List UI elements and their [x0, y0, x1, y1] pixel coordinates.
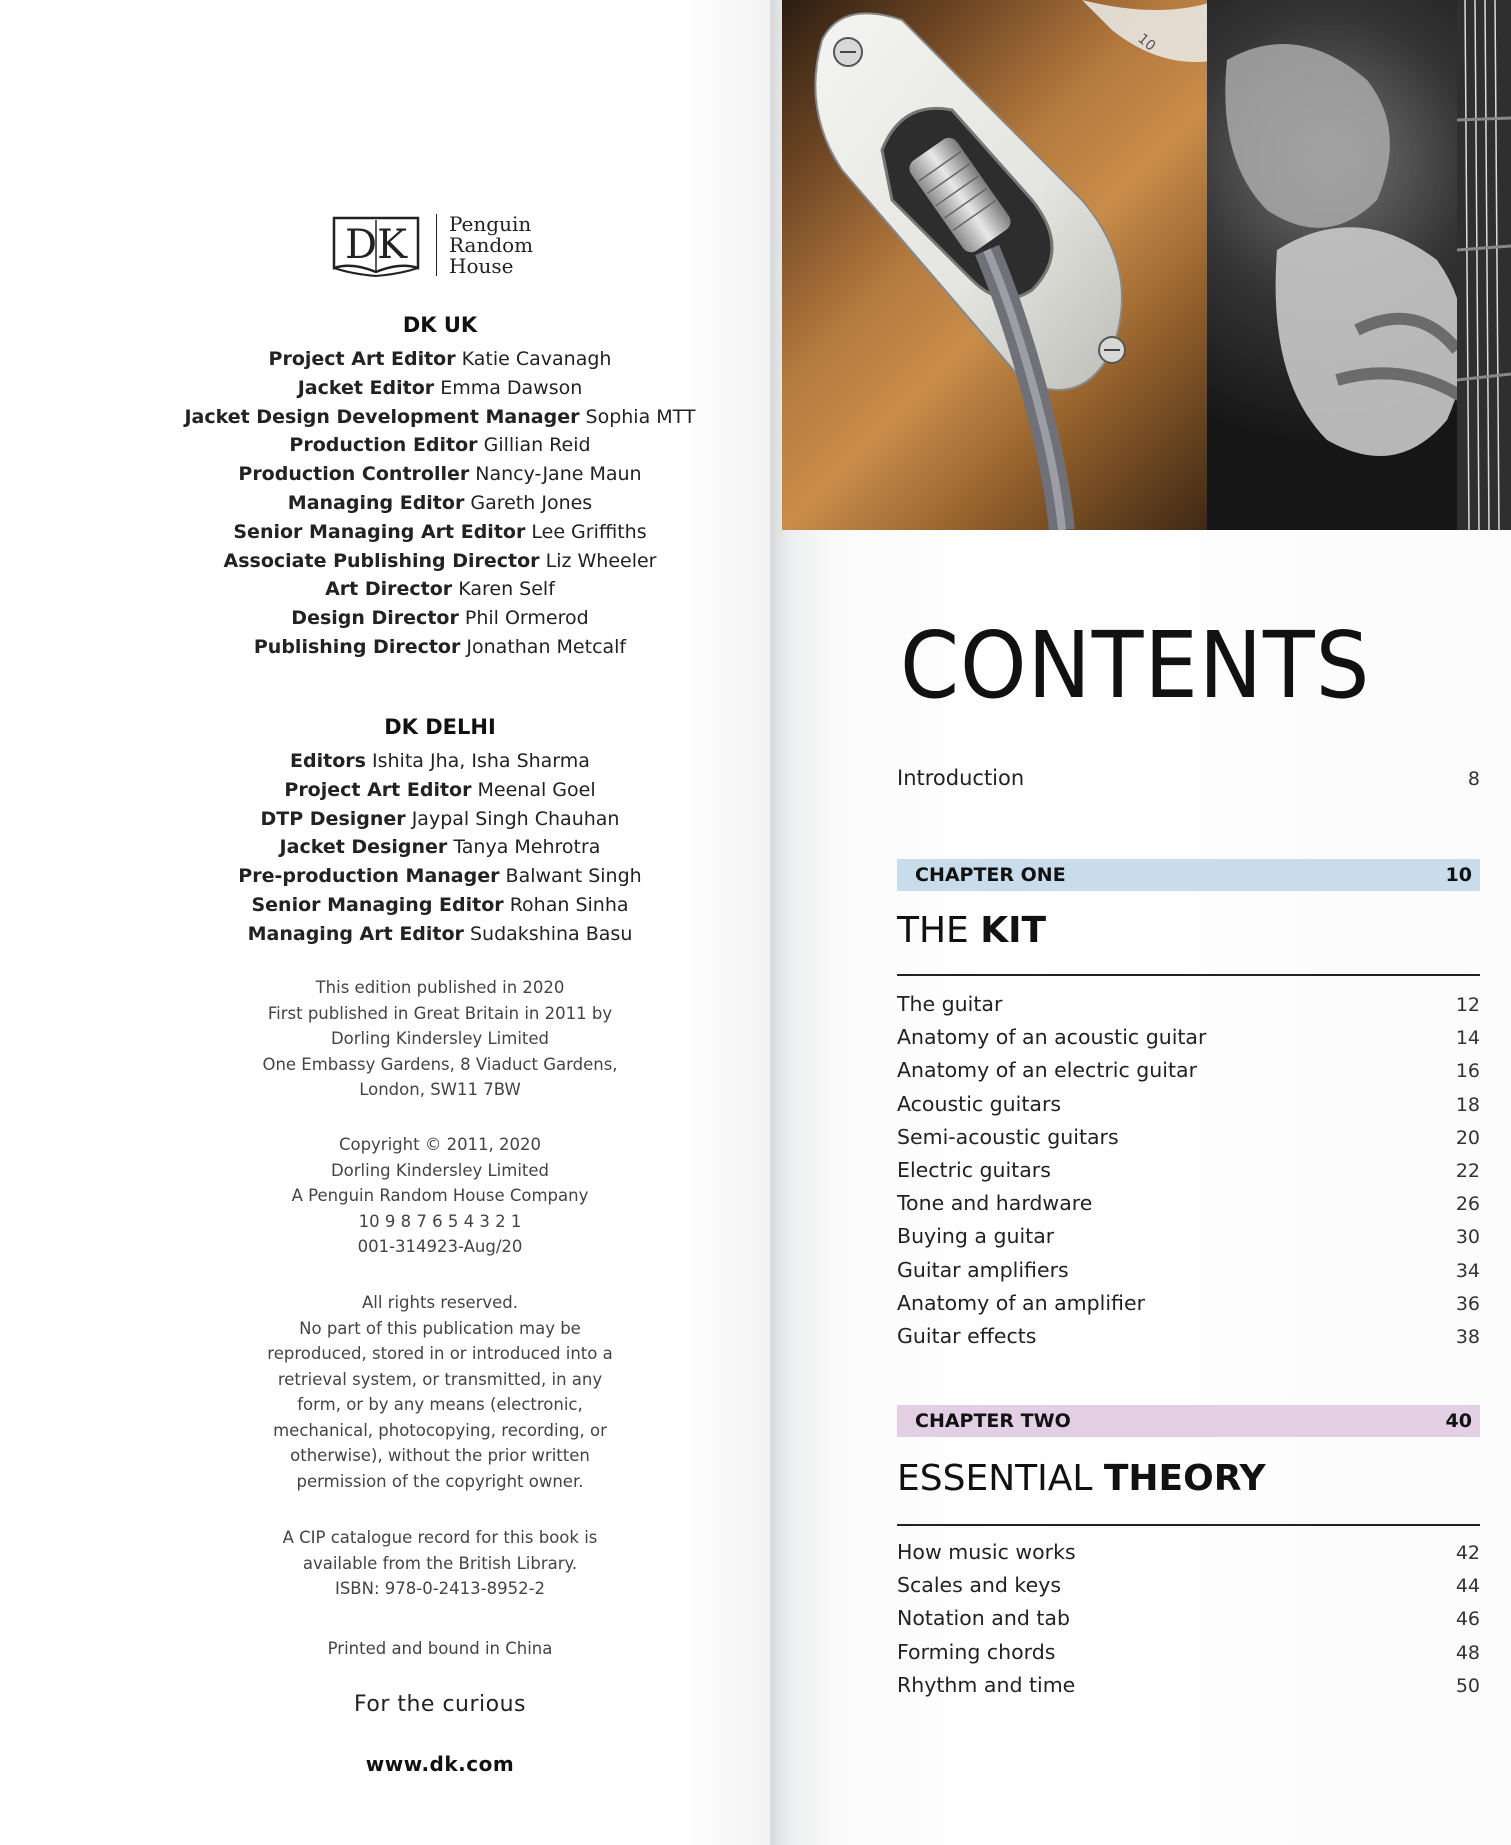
chapter-bar-page: 10: [1445, 864, 1472, 886]
credit-line: Associate Publishing Director Liz Wheeler: [223, 549, 657, 572]
toc-entry[interactable]: Anatomy of an electric guitar 16: [897, 1058, 1480, 1083]
toc-entry[interactable]: Guitar effects 38: [897, 1324, 1480, 1349]
toc-entry[interactable]: Rhythm and time 50: [897, 1672, 1480, 1697]
chapter-two-entries: [897, 1536, 1480, 1702]
toc-entry[interactable]: Acoustic guitars 18: [897, 1091, 1480, 1116]
toc-entry[interactable]: Tone and hardware 26: [897, 1191, 1480, 1216]
toc-entry[interactable]: Notation and tab 46: [897, 1606, 1480, 1631]
credit-line: Senior Managing Art Editor Lee Griffiths: [233, 520, 647, 543]
toc-entry[interactable]: Anatomy of an amplifier 36: [897, 1290, 1480, 1315]
credit-line: Production Editor Gillian Reid: [289, 434, 591, 457]
credit-line: Senior Managing Editor Rohan Sinha: [251, 893, 629, 916]
chapter-two-rule: [897, 1524, 1480, 1526]
chapter-two-title: ESSENTIAL THEORY: [897, 1458, 1266, 1499]
toc-entry[interactable]: Semi-acoustic guitars 20: [897, 1124, 1480, 1149]
rights-notice: All rights reserved. No part of this publication may be reproduced, stored in or introduced into a retrieval system, or transmitted, in any form, or by any means (electronic, mechanical, photocopying, recording, or otherwise), without the prior written permission of the copyright owner.: [267, 1293, 613, 1491]
toc-entry[interactable]: Buying a guitar 30: [897, 1224, 1480, 1249]
svg-text:DK: DK: [345, 222, 407, 268]
chapter-one-title: THE KIT: [897, 910, 1047, 951]
credit-line: DTP Designer Jaypal Singh Chauhan: [260, 807, 620, 830]
credit-line: Art Director Karen Self: [325, 578, 555, 601]
copyright-info: Copyright © 2011, 2020 Dorling Kindersley Limited A Penguin Random House Company 10 9 8 7 6 5 4 3 2 1 001-314923-Aug/20: [291, 1135, 589, 1256]
credit-line: Managing Art Editor Sudakshina Basu: [247, 922, 633, 945]
edition-info: This edition published in 2020 First published in Great Britain in 2011 by Dorling Kindersley Limited One Embassy Gardens, 8 Viaduct Gardens, London, SW11 7BW: [262, 978, 618, 1099]
guitarist-hands-photo: [1207, 0, 1511, 530]
prh-line-3: House: [449, 253, 514, 278]
toc-entry[interactable]: The guitar 12: [897, 992, 1480, 1016]
publisher-logo: [330, 210, 560, 280]
credit-line: Jacket Design Development Manager Sophia MTT: [184, 405, 696, 428]
dk-delhi-credits: [0, 715, 880, 949]
toc-entry-label: Introduction: [897, 766, 1025, 790]
dk-delhi-heading: DK DELHI: [384, 715, 496, 739]
credit-line: Editors Ishita Jha, Isha Sharma: [290, 750, 590, 772]
credit-line: Pre-production Manager Balwant Singh: [238, 865, 642, 888]
toc-entry-page: 8: [1467, 768, 1480, 790]
dk-logo-icon: [330, 212, 422, 278]
prh-line-2: Random: [449, 232, 534, 257]
credit-line: Jacket Editor Emma Dawson: [297, 376, 583, 399]
cip-info: A CIP catalogue record for this book is available from the British Library. ISBN: 978-0-2413-8952-2: [282, 1528, 598, 1598]
toc-entry[interactable]: Guitar amplifiers 34: [897, 1257, 1480, 1282]
toc-entry-introduction[interactable]: [897, 766, 1480, 794]
chapter-two-bar[interactable]: [897, 1405, 1480, 1437]
chapter-one-rule: [897, 974, 1480, 976]
chapter-bar-label: CHAPTER TWO: [915, 1410, 1071, 1432]
contents-page: [770, 0, 1511, 1845]
page-title: CONTENTS: [900, 612, 1371, 719]
prh-line-1: Penguin: [449, 211, 532, 236]
chapter-bar-page: 40: [1445, 1410, 1472, 1432]
credit-line: Managing Editor Gareth Jones: [287, 491, 593, 514]
credit-line: Project Art Editor Katie Cavanagh: [268, 348, 612, 370]
toc-entry[interactable]: Electric guitars 22: [897, 1158, 1480, 1183]
credit-line: Design Director Phil Ormerod: [291, 607, 589, 630]
knob-marking: 10: [1134, 30, 1159, 55]
tagline: For the curious: [353, 1692, 527, 1717]
guitar-jack-photo: [782, 0, 1218, 530]
credit-line: Project Art Editor Meenal Goel: [284, 778, 596, 801]
website-link[interactable]: www.dk.com: [365, 1752, 515, 1776]
chapter-one-entries: [897, 988, 1480, 1353]
toc-entry[interactable]: Anatomy of an acoustic guitar 14: [897, 1025, 1480, 1050]
dk-uk-heading: DK UK: [402, 313, 478, 337]
credit-line: Jacket Designer Tanya Mehrotra: [279, 836, 601, 859]
credit-line: Production Controller Nancy-Jane Maun: [238, 463, 642, 486]
penguin-random-house-wordmark: [449, 211, 534, 278]
chapter-one-bar[interactable]: [897, 859, 1480, 891]
dk-uk-credits: [0, 313, 880, 662]
credit-line: Publishing Director Jonathan Metcalf: [253, 635, 627, 658]
toc-entry[interactable]: Scales and keys 44: [897, 1573, 1480, 1598]
chapter-bar-label: CHAPTER ONE: [915, 864, 1066, 886]
printed-info: Printed and bound in China: [327, 1639, 553, 1658]
logo-divider: [436, 214, 437, 276]
toc-entry[interactable]: How music works 42: [897, 1540, 1480, 1564]
toc-entry[interactable]: Forming chords 48: [897, 1639, 1480, 1664]
